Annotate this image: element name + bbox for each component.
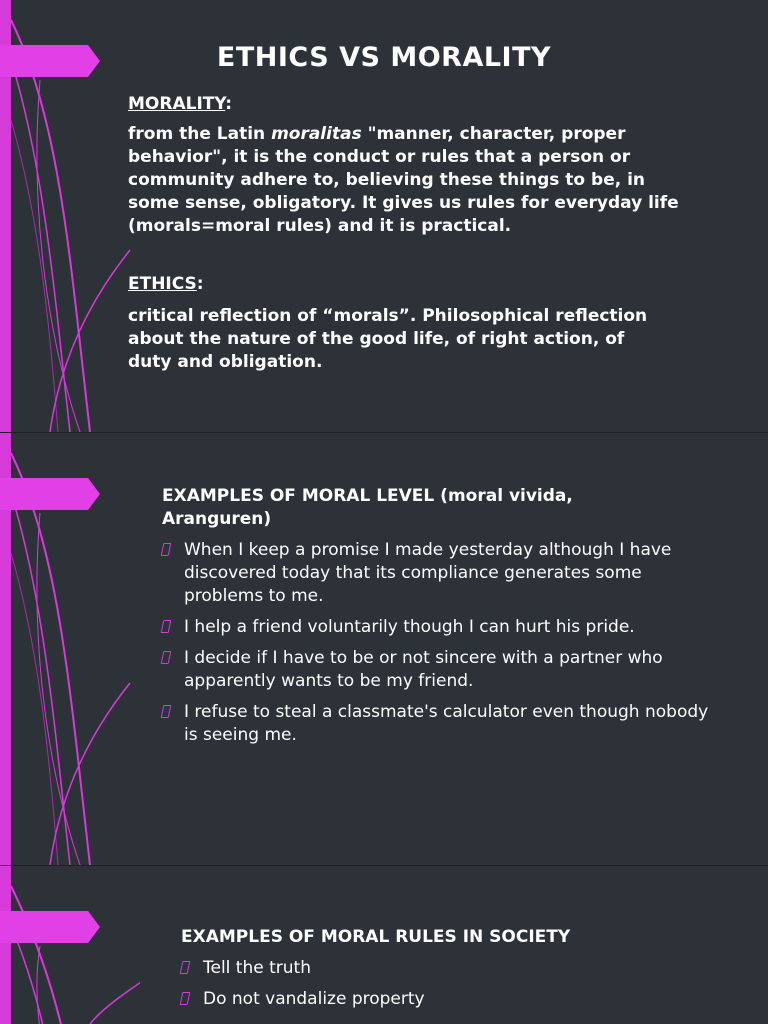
latin-term: moralitas	[271, 124, 362, 144]
list-item: When I keep a promise I made yesterday although I have discovered today that its compliance generates some problems to me.	[162, 539, 722, 608]
list-item: Tell the truth	[181, 957, 721, 980]
list-item: I help a friend voluntarily though I can hurt his pride.	[162, 616, 722, 639]
list-item: Do not vandalize property	[181, 988, 721, 1011]
ethics-heading: ETHICS:	[128, 274, 204, 294]
rules-list	[181, 957, 721, 1019]
bullet-icon	[161, 651, 172, 664]
bullet-icon	[180, 961, 191, 974]
bullet-icon	[161, 705, 172, 718]
bullet-icon	[161, 543, 172, 556]
slide-moral-rules-examples	[0, 866, 768, 1024]
bullet-icon	[180, 992, 191, 1005]
slide-ethics-vs-morality	[0, 0, 768, 432]
bullet-icon	[161, 620, 172, 633]
arrow-tab	[0, 911, 100, 943]
slide-title: EXAMPLES OF MORAL LEVEL (moral vivida, Aranguren)	[162, 486, 573, 529]
slide-title: EXAMPLES OF MORAL RULES IN SOCIETY	[181, 927, 571, 947]
examples-list	[162, 539, 722, 755]
slide-moral-level-examples	[0, 433, 768, 865]
slide-title: ETHICS VS MORALITY	[216, 42, 552, 73]
arrow-tab	[0, 478, 100, 510]
morality-definition: from the Latin moralitas "manner, character, proper behavior", it is the conduct or rules that a person or community adhere to, believing these things to be, in some sense, obligatory. It gives us rules for everyday life (morals=moral rules) and it is practical.	[128, 124, 679, 236]
decorative-curves	[0, 866, 140, 1024]
list-item: I decide if I have to be or not sincere with a partner who apparently wants to be my friend.	[162, 647, 722, 693]
morality-heading: MORALITY:	[128, 94, 233, 114]
ethics-definition: critical reflection of “morals”. Philosophical reflection about the nature of the good life, of right action, of duty and obligation.	[128, 306, 648, 372]
list-item: I refuse to steal a classmate's calculator even though nobody is seeing me.	[162, 701, 722, 747]
